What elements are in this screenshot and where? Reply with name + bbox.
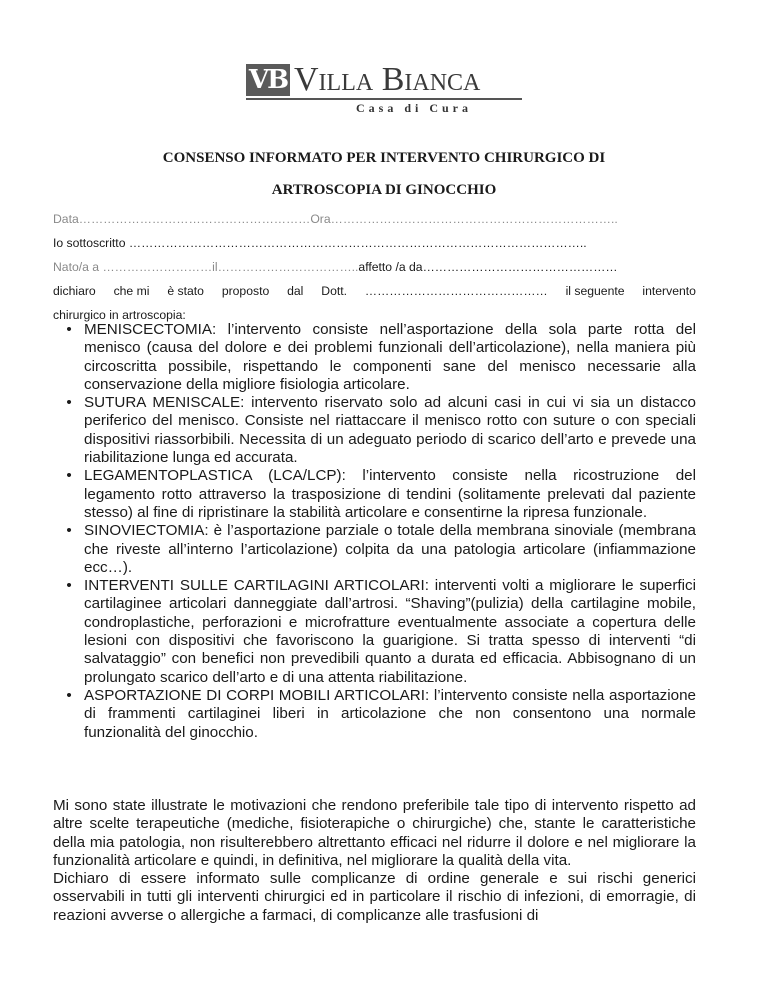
- bullet-icon: •: [66, 467, 72, 485]
- logo-divider: [246, 98, 522, 100]
- dott-field[interactable]: ………………………………………: [364, 284, 548, 298]
- procedure-text: LEGAMENTOPLASTICA (LCA/LCP): l’intervento consiste nella ricostruzione del legamento rotto attraverso la trasposizione di tendini (solitamente prelevati dal paziente stesso) al fine di ripristinare la stabilità articolare e consentirne la ripresa funzionale.: [84, 467, 696, 521]
- bullet-icon: •: [66, 394, 72, 412]
- logo-subtitle: Casa di Cura: [356, 101, 473, 115]
- procedure-text: SUTURA MENISCALE: intervento riservato solo ad alcuni casi in cui vi sia un distacco periferico del menisco. Consiste nel riattaccare il menisco rotto con suture o con speciali dispositivi riassorbibili. Necessita di un adeguato periodo di scarico dell’arto e prevede una riabilitazione lunga ed accurata.: [84, 394, 696, 467]
- data-label: Data: [53, 212, 79, 226]
- bullet-icon: •: [66, 522, 72, 540]
- dichiaro-word: dal: [287, 284, 304, 298]
- consent-paragraphs: [53, 797, 696, 925]
- nato-label: Nato/a a: [53, 260, 100, 274]
- dichiaro-word: Dott.: [321, 284, 348, 298]
- ora-label: Ora: [310, 212, 331, 226]
- form-line-data-ora: [53, 209, 696, 233]
- seguente-word: intervento: [642, 284, 696, 298]
- procedure-item-cartilagini: [66, 577, 696, 687]
- form-line-chirurgico: chirurgico in artroscopia:: [53, 308, 186, 322]
- procedure-text: SINOVIECTOMIA: è l’asportazione parziale o totale della membrana sinoviale (membrana che riveste all’interno l’articolazione) colpita da una patologia articolare (infiammazione ecc…).: [84, 522, 696, 576]
- procedure-item-sutura-meniscale: [66, 394, 696, 467]
- procedure-item-legamentoplastica: [66, 467, 696, 522]
- paragraph-complicanze: Dichiaro di essere informato sulle complicanze di ordine generale e sui rischi generici osservabili in tutti gli interventi chirurgici ed in particolare il rischio di infezioni, di emorragie, di reazioni avverse o allergiche a farmaci, di complicanze alle trasfusioni di: [53, 870, 696, 924]
- seguente-word: il seguente: [565, 284, 625, 298]
- procedure-text: MENISCECTOMIA: l’intervento consiste nell’asportazione della sola parte rotta del menisco (causa del dolore e dei problemi funzionali dell’articolazione), nella maniera più circoscritta possibile, rispettando le componenti sane del menisco necessarie alla conservazione della migliore fisiologia articolare.: [84, 321, 696, 393]
- document-title-line-1: CONSENSO INFORMATO PER INTERVENTO CHIRURGICO DI: [162, 150, 606, 166]
- villa-bianca-logo: [246, 61, 526, 116]
- bullet-icon: •: [66, 321, 72, 338]
- ora-field[interactable]: ……………………………………………………………..: [330, 212, 618, 226]
- procedure-text: INTERVENTI SULLE CARTILAGINI ARTICOLARI: interventi volti a migliorare le superfici cartilaginee articolari danneggiate dall’artrosi. “Shaving”(pulizia) della cartilagine mobile, condroplastiche, perforazioni e microfratture eventualmente associate a copertura delle lesioni con dispositivi che favoriscono la guarigione. Si tratta spesso di interventi “di salvataggio” con benefici non prevedibili quanto a durata ed efficacia. Abbisognano di un prolungato scarico dell’arto e di una attenta riabilitazione.: [84, 577, 696, 686]
- procedure-item-meniscectomia: [66, 321, 696, 394]
- bullet-icon: •: [66, 577, 72, 595]
- procedure-text: ASPORTAZIONE DI CORPI MOBILI ARTICOLARI: l’intervento consiste nella asportazione di frammenti cartilaginei liberi in articolazione che non consentono una normale funzionalità del ginocchio.: [84, 686, 696, 741]
- sottoscritto-field[interactable]: …………………………………………………………………………………………………..: [128, 236, 587, 250]
- logo-monogram: VB: [246, 64, 290, 96]
- nato-field[interactable]: ………………………: [102, 260, 213, 274]
- il-label: il: [212, 260, 218, 274]
- dichiaro-word: proposto: [221, 284, 270, 298]
- procedure-item-corpi-mobili: [66, 686, 696, 742]
- data-field[interactable]: …………………………………………………: [78, 212, 311, 226]
- document-title-line-2: ARTROSCOPIA DI GINOCCHIO: [271, 182, 497, 198]
- il-field[interactable]: ……………………………..: [217, 260, 359, 274]
- procedure-list: [66, 321, 696, 742]
- patient-form: [53, 209, 696, 329]
- affetto-field[interactable]: …………………………………………: [422, 260, 618, 274]
- dichiaro-word: dichiaro: [53, 284, 96, 298]
- form-line-sottoscritto: [53, 233, 696, 257]
- logo-name: Villa Bianca: [294, 61, 481, 98]
- procedure-item-sinoviectomia: [66, 522, 696, 577]
- form-line-nascita: [53, 257, 696, 281]
- form-line-dichiaro: [53, 281, 696, 305]
- dichiaro-word: è stato: [167, 284, 204, 298]
- paragraph-motivazioni: Mi sono state illustrate le motivazioni che rendono preferibile tale tipo di intervento rispetto ad altre scelte terapeutiche (mediche, fisioterapiche o chirurgiche) che, stante le caratteristiche della mia patologia, non risulterebbero altrettanto efficaci nel ridurre il dolore e nel migliorare la funzionalità articolare e quindi, in definitiva, nel migliorare la qualità della vita.: [53, 797, 696, 869]
- affetto-label: affetto /a da: [358, 260, 423, 274]
- dichiaro-word: che mi: [113, 284, 150, 298]
- sottoscritto-label: Io sottoscritto: [53, 236, 126, 250]
- bullet-icon: •: [66, 686, 72, 704]
